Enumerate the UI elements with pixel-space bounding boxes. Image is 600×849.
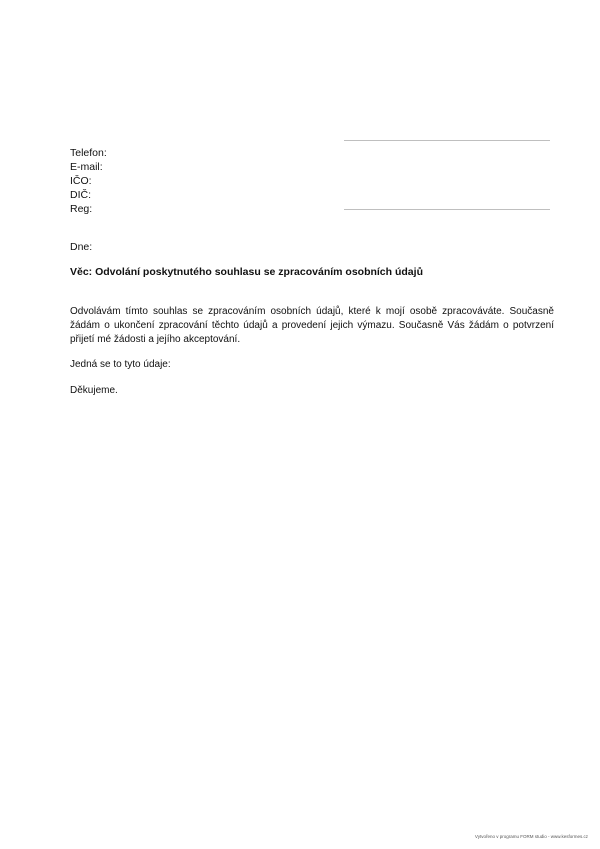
body-paragraph-main	[70, 305, 554, 347]
body-line: přijetí mé žádosti a jejího akceptování.	[70, 334, 241, 345]
closing-text: Děkujeme.	[70, 385, 118, 396]
body-paragraph-data: Jedná se to tyto údaje:	[70, 359, 171, 370]
ico-label: IČO:	[70, 175, 92, 187]
email-label: E-mail:	[70, 161, 103, 173]
contact-fields	[70, 146, 107, 216]
footer-credit: Vytvořeno v programu FORM studio - www.kesformes.cz	[474, 834, 588, 839]
reg-label: Reg:	[70, 203, 93, 215]
body-line: Odvolávám tímto souhlas se zpracováním osobních údajů, které k mojí osobě zpracováváte. Současně	[70, 306, 554, 317]
address-bottom-rule	[344, 209, 550, 210]
address-top-rule	[344, 140, 550, 141]
phone-label: Telefon:	[70, 147, 107, 159]
body-line: žádám o ukončení zpracování těchto údajů a provedení jejich výmazu. Současně Vás žádám o potvrzení	[70, 320, 554, 331]
date-label: Dne:	[70, 241, 93, 253]
dic-label: DIČ:	[70, 189, 91, 201]
subject-heading: Věc: Odvolání poskytnutého souhlasu se zpracováním osobních údajů	[70, 266, 423, 278]
